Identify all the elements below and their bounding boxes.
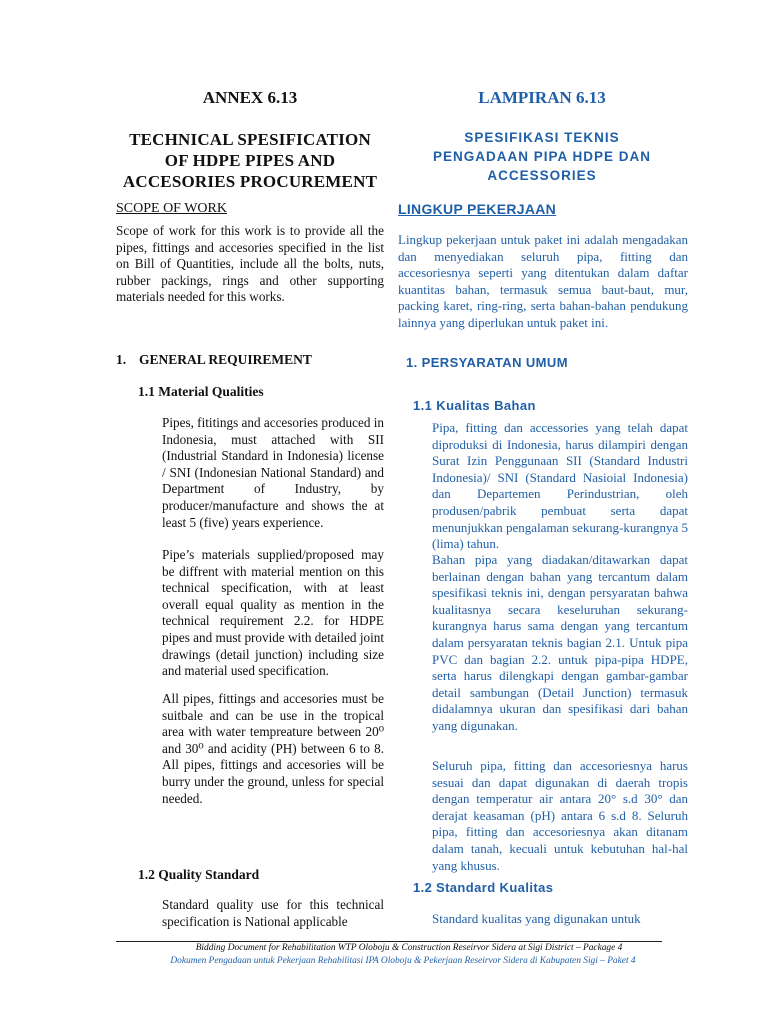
title-line: ACCESORIES PROCUREMENT (122, 172, 378, 191)
scope-heading-id: LINGKUP PEKERJAAN (398, 201, 557, 217)
scope-paragraph-id: Lingkup pekerjaan untuk paket ini adalah mengadakan dan menyediakan seluruh pipa, fitting dan accesoriesnya seperti yang ditentukan dalam daftar kuantitas bahan, termasuk semua baut-baut, mur, packing karet, ring-ring, serta bahan-bahan pendukung lainnya yang diperlukan untuk paket ini. (398, 232, 688, 330)
footer-indonesian: Dokumen Pengadaan untuk Pekerjaan Rehabilitasi IPA Oloboju & Pekerjaan Reseirvor Sidera di Kabupaten Sigi – Paket 4 (170, 956, 636, 966)
material-paragraph-1-id: Pipa, fitting dan accessories yang telah dapat diproduksi di Indonesia, harus dilampiri dengan Surat Izin Penggunaan SII (Standard Industri Indonesia)/ SNI (Standard Nasioial Indonesia) dan Departemen Perindustrian, oleh produsen/pabrik pembuat serta dapat menunjukkan pengalaman sekurang-kurangnya 5 (lima) tahun. (432, 420, 688, 552)
title-line: TECHNICAL SPESIFICATION (129, 130, 371, 149)
material-paragraph-2: Pipe’s materials supplied/proposed may be diffrent with material mention on this technical specification, with at least overall equal quality as mention in the technical requirement 2.2. for HDPE pipes and must provide with detailed joint drawings (detail junction) including size and material used specification. (162, 547, 384, 679)
annex-number: ANNEX 6.13 (202, 88, 298, 107)
material-paragraph-3: All pipes, fittings and accesories must be suitbale and can be use in the tropical area with water tempreature between 20⁰ and 30⁰ and acidity (PH) between 6 to 8. All pipes, fittings and accesories will be burry under the ground, unless for special needed. (162, 691, 384, 806)
section-1-title: GENERAL REQUIREMENT (139, 352, 312, 367)
title-line: OF HDPE PIPES AND (164, 151, 336, 170)
title-line: ACCESSORIES (487, 168, 597, 183)
subsection-1-2-number-id: 1.2 (413, 880, 433, 895)
footer-divider (116, 941, 662, 942)
lampiran-number: LAMPIRAN 6.13 (478, 88, 606, 107)
subsection-1-2-title: 1.2 Quality Standard (138, 867, 260, 882)
subsection-1-2-title-id: Standard Kualitas (436, 880, 554, 895)
subsection-1-1-title-id: 1.1 Kualitas Bahan (413, 398, 536, 413)
material-paragraph-1: Pipes, fititings and accesories produced in Indonesia, must attached with SII (Industrial Standard in Indonesia) license / SNI (Indonesian National Standard) and Department of Industry, by producer/manufacture and shows the at least 5 (five) years experience. (162, 415, 384, 530)
document-title (116, 129, 384, 192)
footer-english: Bidding Document for Rehabilitation WTP Oloboju & Construction Reseirvor Sidera at Sigi District – Package 4 (195, 943, 623, 953)
title-line: SPESIFIKASI TEKNIS (464, 130, 620, 145)
scope-paragraph: Scope of work for this work is to provide all the pipes, fittings and accesories specified in the list on Bill of Quantities, include all the bolts, nuts, rubber packings, rings and other supporting materials needed for this works. (116, 223, 384, 305)
subsection-1-1-title: 1.1 Material Qualities (138, 384, 264, 399)
quality-standard-paragraph-id: Standard kualitas yang digunakan untuk (432, 911, 641, 926)
section-1-title-id: 1. PERSYARATAN UMUM (406, 355, 568, 370)
material-paragraph-2-id: Bahan pipa yang diadakan/ditawarkan dapat berlainan dengan bahan yang tercantum dalam spesifikasi teknis ini, dengan persyaratan bahwa kualitasnya secara keseluruhan sekurang-kurangnya harus sama dengan yang tercantum dalam persyaratan teknis bagian 2.1. Untuk pipa PVC dan bagian 2.2. untuk pipa-pipa HDPE, serta harus dilengkapi dengan gambar-gambar detail sambungan (Detail Junction) termasuk didalamnya ukuran dan spesifikasi dari bahan yang digunakan. (432, 552, 688, 733)
document-title-id (396, 128, 688, 185)
section-1-number: 1. (116, 352, 127, 367)
quality-standard-paragraph: Standard quality use for this technical specification is National applicable (162, 897, 384, 929)
title-line: PENGADAAN PIPA HDPE DAN (432, 149, 652, 164)
scope-heading: SCOPE OF WORK (116, 201, 227, 216)
material-paragraph-3-id: Seluruh pipa, fitting dan accesoriesnya harus sesuai dan dapat digunakan di daerah tropis dengan temperatur air antara 20° s.d 30° dan derajat keasaman (pH) antara 6 s.d 8. Seluruh pipa, fitting dan accesoriesnya akan ditanam dalam tanah, kecuali untuk kebutuhan hal-hal yang khusus. (432, 758, 688, 873)
